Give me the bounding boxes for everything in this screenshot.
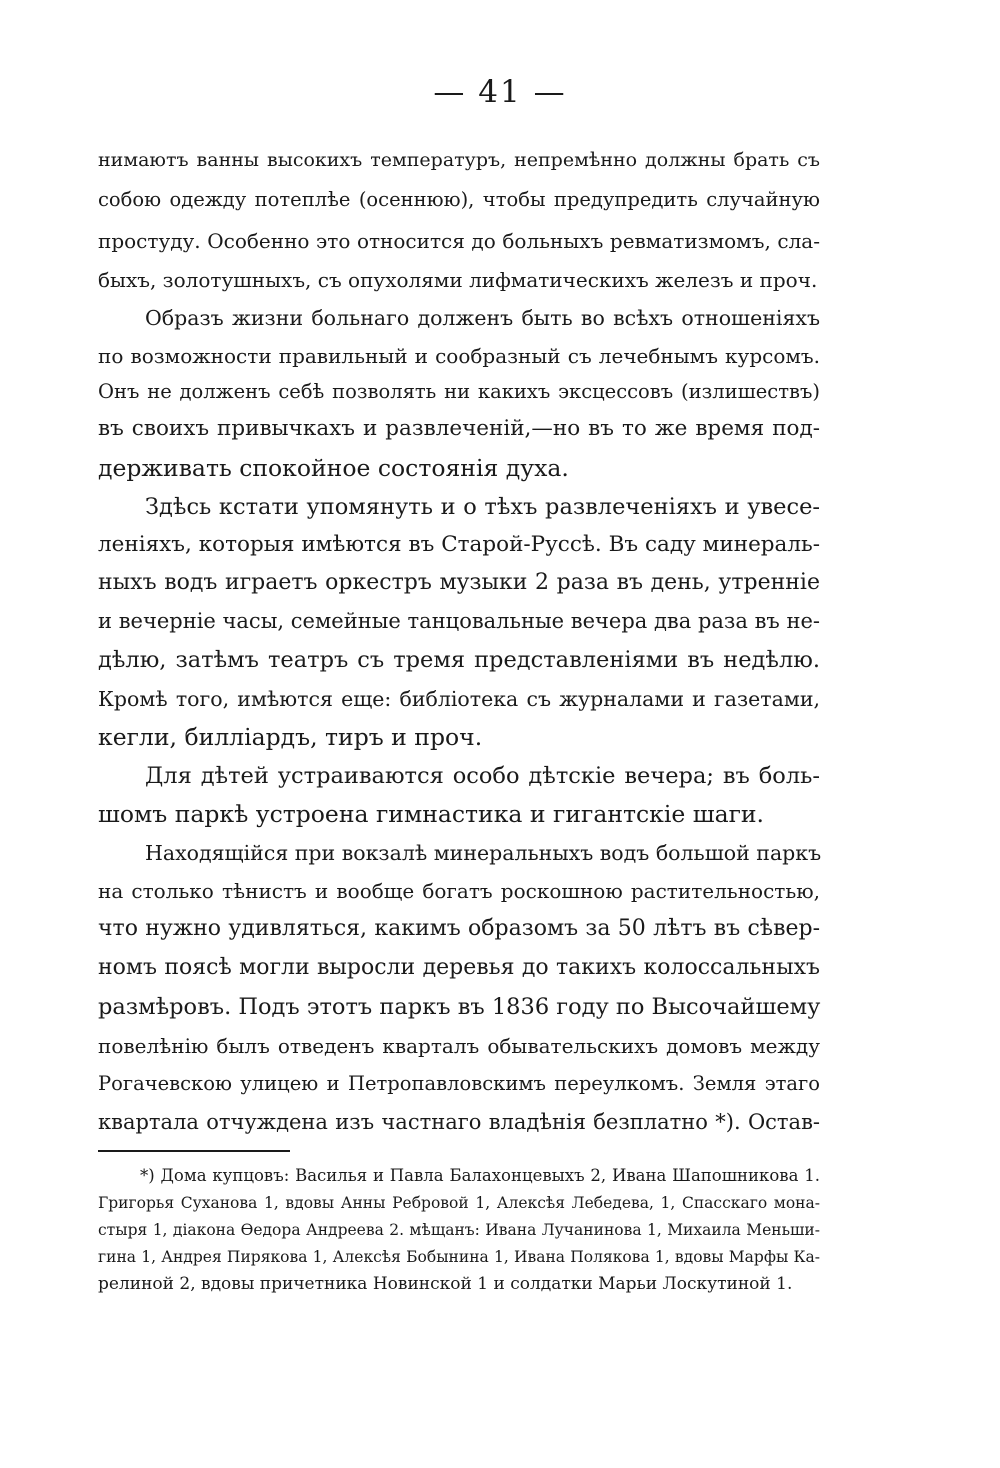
text-line: дѣлю, затѣмъ театръ съ тремя представленіями въ недѣлю. [98, 647, 820, 673]
page-number: — 41 — [433, 74, 567, 110]
footnote-separator [98, 1150, 290, 1152]
text-line: Находящійся при вокзалѣ минеральныхъ водъ большой паркъ [145, 841, 822, 865]
text-line: собою одежду потеплѣе (осеннюю), чтобы предупредить случайную [98, 188, 820, 211]
text-line: въ своихъ привычкахъ и развлеченій,—но въ то же время под- [98, 416, 820, 441]
text-line: Онъ не долженъ себѣ позволять ни какихъ эксцессовъ (излишествъ) [98, 380, 820, 403]
text-line: простуду. Особенно это относится до больныхъ ревматизмомъ, сла- [98, 229, 820, 253]
text-line: на столько тѣнистъ и вообще богатъ роскошною растительностью, [98, 879, 820, 903]
text-line: Рогачевскою улицею и Петропавловскимъ переулкомъ. Земля этаго [98, 1072, 820, 1095]
text-line: Кромѣ того, имѣются еще: библіотека съ журналами и газетами, [98, 687, 820, 711]
text-line: ныхъ водъ играетъ оркестръ музыки 2 раза въ день, утренніе [98, 570, 820, 595]
text-line: размѣровъ. Подъ этотъ паркъ въ 1836 году по Высочайшему [98, 994, 821, 1020]
footnote-line: Григорья Суханова 1, вдовы Анны Ребровой 1, Алексѣя Лебедева, 1, Спасскаго мона- [98, 1194, 820, 1212]
text-line: держивать спокойное состоянія духа. [98, 454, 569, 482]
text-line: кегли, билліардъ, тиръ и проч. [98, 723, 483, 751]
text-line: квартала отчуждена изъ частнаго владѣнія безплатно *). Остав- [98, 1110, 820, 1134]
footnote-line: гина 1, Андрея Пирякова 1, Алексѣя Бобынина 1, Ивана Полякова 1, вдовы Марфы Ка- [98, 1248, 820, 1266]
text-line: номъ поясѣ могли выросли деревья до такихъ колоссальныхъ [98, 955, 820, 980]
text-line: Образъ жизни больнаго долженъ быть во всѣхъ отношеніяхъ [145, 306, 820, 330]
text-line: и вечерніе часы, семейные танцовальные вечера два раза въ не- [98, 609, 820, 633]
footnote-line: релиной 2, вдовы причетника Новинской 1 и солдатки Марьи Лоскутиной 1. [98, 1274, 793, 1294]
text-line: шомъ паркѣ устроена гимнастика и гигантскіе шаги. [98, 800, 765, 828]
text-line: Для дѣтей устраиваются особо дѣтскіе вечера; въ боль- [145, 763, 820, 789]
text-line: что нужно удивляться, какимъ образомъ за 50 лѣтъ въ сѣвер- [98, 916, 820, 941]
text-line: леніяхъ, которыя имѣются въ Старой-Руссѣ. Въ саду минераль- [98, 532, 820, 557]
text-line: по возможности правильный и сообразный съ лечебнымъ курсомъ. [98, 344, 820, 368]
text-line: нимаютъ ванны высокихъ температуръ, непремѣнно должны брать съ [98, 149, 820, 171]
footnote-line: стыря 1, діакона Өедора Андреева 2. мѣщанъ: Ивана Лучанинова 1, Михаила Меньши- [98, 1221, 820, 1239]
text-line: Здѣсь кстати упомянуть и о тѣхъ развлеченіяхъ и увесе- [145, 494, 820, 520]
text-line: повелѣнію былъ отведенъ кварталъ обывательскихъ домовъ между [98, 1034, 820, 1058]
footnote-line: *) Дома купцовъ: Василья и Павла Балахонцевыхъ 2, Ивана Шапошникова 1. [140, 1166, 820, 1185]
text-line: быхъ, золотушныхъ, съ опухолями лифматическихъ железъ и проч. [98, 268, 818, 292]
